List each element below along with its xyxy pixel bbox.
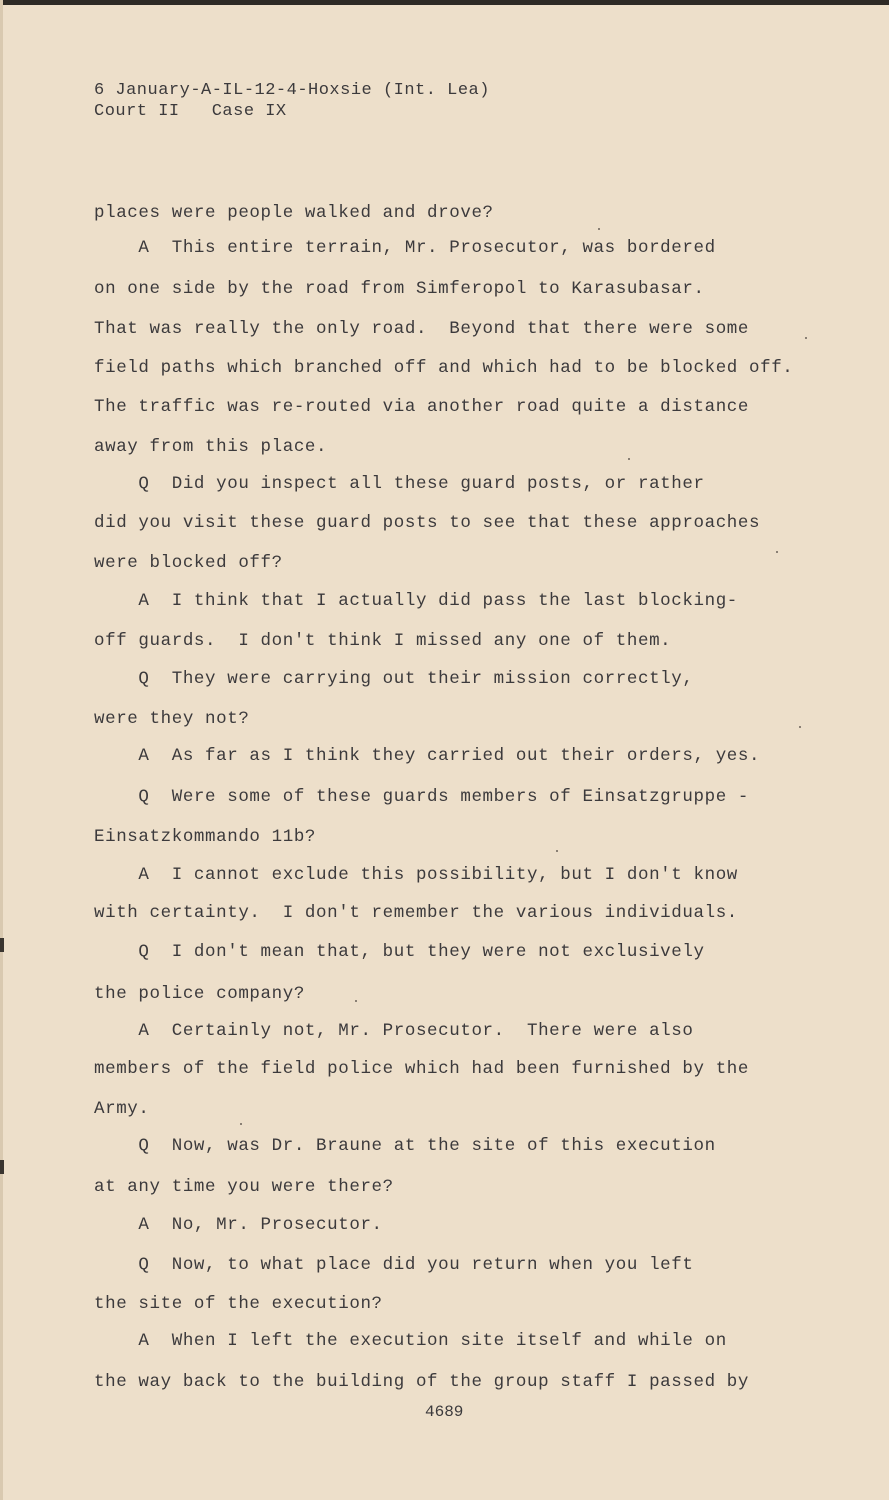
transcript-line: the police company? [94,984,305,1004]
transcript-line: were blocked off? [94,553,283,573]
transcript-line: at any time you were there? [94,1177,394,1197]
page-number: 4689 [425,1403,464,1421]
transcript-line: A I think that I actually did pass the last blocking- [94,591,738,611]
transcript-line: A When I left the execution site itself and while on [94,1331,727,1351]
transcript-line: Q Now, was Dr. Braune at the site of this execution [94,1136,716,1156]
transcript-line: the way back to the building of the group staff I passed by [94,1372,750,1392]
document-header [94,80,490,122]
header-date-line: 6 January-A-IL-12-4-Hoxsie (Int. Lea) [94,81,490,100]
transcript-line: members of the field police which had been furnished by the [94,1059,750,1079]
binding-mark [0,1160,4,1174]
paper-speck [805,337,807,339]
transcript-line: The traffic was re-routed via another road quite a distance [94,397,750,417]
paper-speck [598,228,600,230]
transcript-line: A This entire terrain, Mr. Prosecutor, was bordered [94,238,716,258]
transcript-line: Q They were carrying out their mission correctly, [94,669,694,689]
transcript-line: the site of the execution? [94,1294,383,1314]
transcript-line: Q Were some of these guards members of Einsatzgruppe - [94,787,750,807]
transcript-line: That was really the only road. Beyond that there were some [94,319,750,339]
header-court-line: Court II Case IX [94,102,287,121]
transcript-line: Q Now, to what place did you return when you left [94,1255,694,1275]
paper-speck [355,1000,357,1002]
transcript-line: were they not? [94,709,250,729]
transcript-line: A Certainly not, Mr. Prosecutor. There were also [94,1021,694,1041]
transcript-line: Einsatzkommando 11b? [94,827,317,847]
transcript-line: places were people walked and drove? [94,203,494,223]
paper-speck [628,458,630,460]
transcript-line: did you visit these guard posts to see that these approaches [94,513,761,533]
transcript-line: Q Did you inspect all these guard posts, or rather [94,474,705,494]
page-left-edge [0,0,3,1500]
transcript-line: A I cannot exclude this possibility, but I don't know [94,865,738,885]
transcript-line: Q I don't mean that, but they were not exclusively [94,942,705,962]
binding-mark [0,938,4,952]
transcript-line: with certainty. I don't remember the various individuals. [94,903,738,923]
transcript-line: field paths which branched off and which had to be blocked off. [94,358,794,378]
paper-speck [799,726,801,728]
transcript-line: A No, Mr. Prosecutor. [94,1215,383,1235]
transcript-line: Army. [94,1099,150,1119]
paper-speck [240,1123,242,1125]
transcript-line: on one side by the road from Simferopol to Karasubasar. [94,279,705,299]
transcript-line: away from this place. [94,437,328,457]
page-top-edge [0,0,889,5]
paper-speck [776,551,778,553]
transcript-line: off guards. I don't think I missed any one of them. [94,631,672,651]
transcript-line: A As far as I think they carried out their orders, yes. [94,746,761,766]
paper-speck [556,850,558,852]
